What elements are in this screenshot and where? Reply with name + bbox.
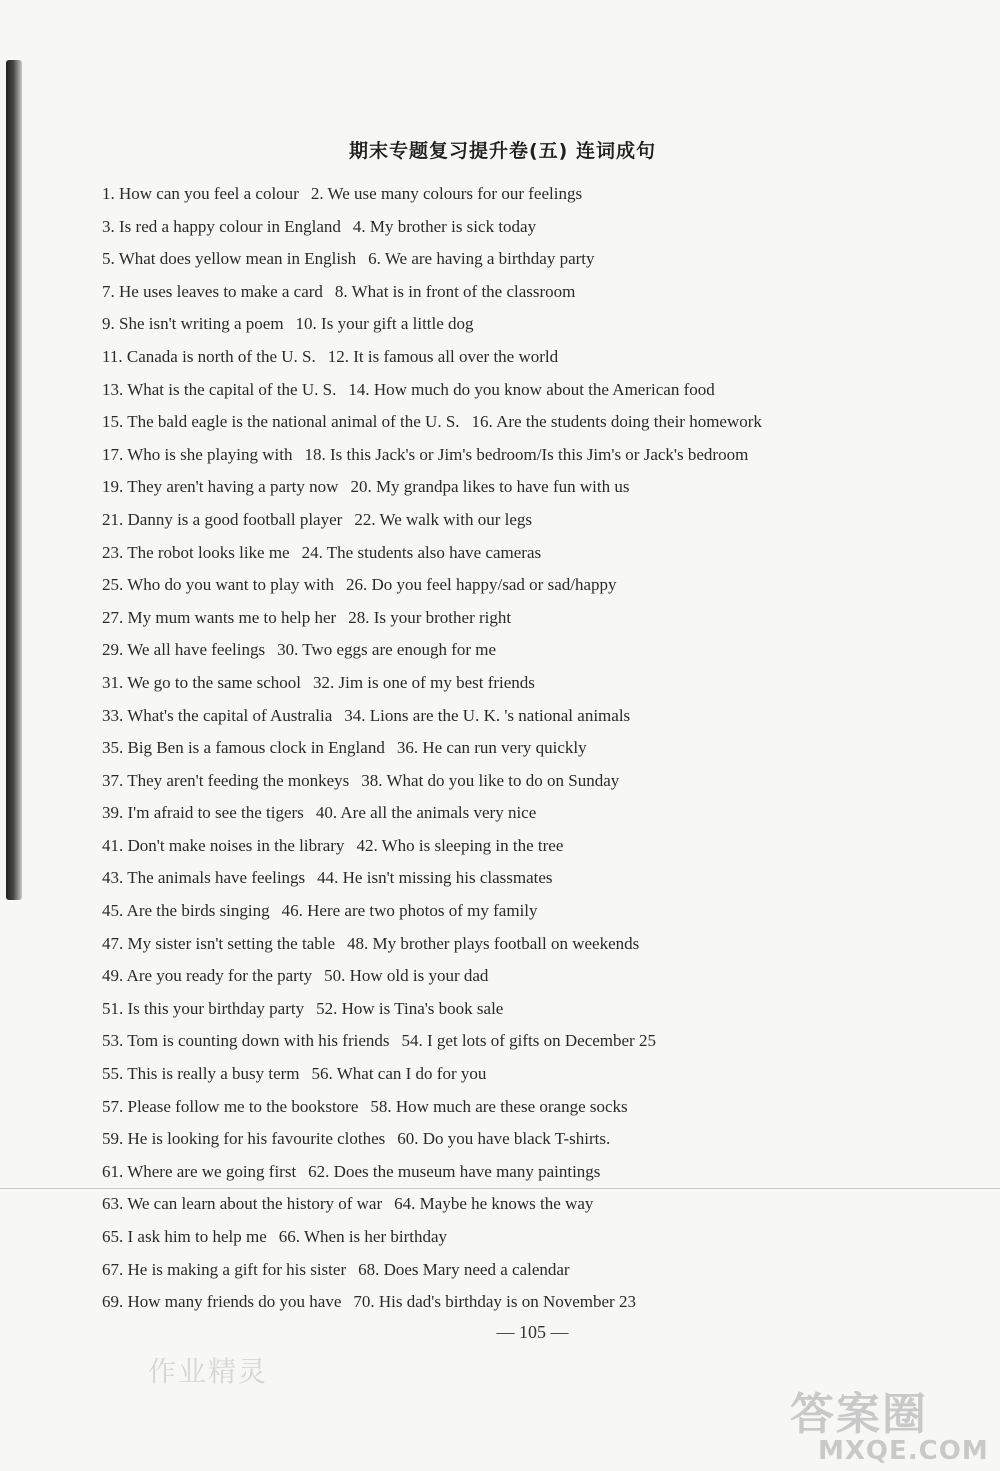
answer-item: 50. How old is your dad (324, 966, 489, 986)
answer-item: 46. Here are two photos of my family (281, 901, 538, 921)
answer-row (102, 311, 982, 344)
answer-item: 57. Please follow me to the bookstore (102, 1096, 359, 1116)
answer-row (102, 540, 982, 573)
answer-item: 9. She isn't writing a poem (102, 314, 284, 334)
answer-row (102, 1028, 982, 1061)
page-title: 期末专题复习提升卷(五) 连词成句 (349, 140, 656, 162)
answer-item: 35. Big Ben is a famous clock in England (102, 738, 385, 758)
answer-item: 51. Is this your birthday party (102, 998, 305, 1018)
answer-item: 65. I ask him to help me (102, 1227, 267, 1246)
page-number: — 105 — (496, 1322, 569, 1342)
answer-item: 54. I get lots of gifts on December 25 (401, 1031, 656, 1051)
answer-item: 36. He can run very quickly (396, 738, 587, 758)
answer-item: 47. My sister isn't setting the table (102, 933, 336, 953)
watermark-logo (790, 1378, 990, 1468)
answer-item: 55. This is really a busy term (102, 1064, 300, 1084)
answer-item: 21. Danny is a good football player (102, 509, 343, 529)
answer-item: 31. We go to the same school (102, 672, 301, 692)
answer-item: 34. Lions are the U. K. 's national animals (344, 705, 631, 725)
answer-item: 24. The students also have cameras (301, 542, 542, 562)
answer-item: 15. The bald eagle is the national animal of the U. S. (102, 412, 460, 432)
answer-item: 40. Are all the animals very nice (315, 803, 537, 823)
answer-item: 60. Do you have black T-shirts. (397, 1129, 611, 1149)
answer-item: 8. What is in front of the classroom (334, 281, 576, 301)
answer-item: 59. He is looking for his favourite clothes (102, 1129, 386, 1149)
answer-row (102, 637, 982, 670)
answer-row (102, 507, 982, 540)
answer-row (102, 996, 982, 1029)
answer-item: 49. Are you ready for the party (102, 966, 313, 986)
answer-row (102, 768, 982, 801)
answer-row (102, 474, 982, 507)
answer-item: 4. My brother is sick today (352, 216, 537, 236)
answer-item: 26. Do you feel happy/sad or sad/happy (346, 575, 617, 595)
answer-row (102, 1094, 982, 1127)
answer-row (102, 1061, 982, 1094)
answer-item: 11. Canada is north of the U. S. (102, 346, 316, 366)
answer-row (102, 246, 982, 279)
answer-row (102, 735, 982, 768)
answer-item: 10. Is your gift a little dog (295, 314, 474, 334)
answer-item: 62. Does the museum have many paintings (308, 1161, 601, 1181)
answer-row (102, 898, 982, 931)
answer-item: 68. Does Mary need a calendar (358, 1259, 570, 1279)
answer-row (102, 214, 982, 247)
answer-row (102, 442, 982, 475)
answer-item: 56. What can I do for you (311, 1064, 487, 1084)
answer-item: 38. What do you like to do on Sunday (361, 770, 620, 790)
answer-item: 23. The robot looks like me (102, 542, 290, 562)
answer-item: 41. Don't make noises in the library (102, 835, 345, 855)
answer-item: 66. When is her birthday (278, 1227, 448, 1246)
answer-row (102, 377, 982, 410)
answer-list (102, 181, 982, 1322)
answer-item: 17. Who is she playing with (102, 444, 293, 464)
answer-row (102, 703, 982, 736)
answer-row (102, 1289, 982, 1322)
answer-item: 69. How many friends do you have (102, 1292, 342, 1312)
answer-item: 44. He isn't missing his classmates (317, 868, 553, 888)
answer-item: 33. What's the capital of Australia (102, 705, 333, 725)
answer-row (102, 181, 982, 214)
answer-item: 16. Are the students doing their homework (471, 412, 762, 432)
answer-row (102, 1159, 982, 1192)
answer-row (102, 279, 982, 312)
answer-item: 61. Where are we going first (102, 1161, 297, 1181)
answer-item: 42. Who is sleeping in the tree (356, 835, 564, 855)
answer-item: 13. What is the capital of the U. S. (102, 379, 337, 399)
answer-item: 39. I'm afraid to see the tigers (102, 803, 304, 823)
answer-item: 19. They aren't having a party now (102, 477, 339, 497)
watermark-logo-url: MXQE.COM (818, 1436, 989, 1466)
answer-row (102, 963, 982, 996)
answer-item: 58. How much are these orange socks (370, 1096, 628, 1116)
answer-row (102, 1126, 982, 1159)
answer-row (102, 409, 982, 442)
answer-item: 18. Is this Jack's or Jim's bedroom/Is this Jim's or Jack's bedroom (304, 444, 749, 464)
answer-item: 48. My brother plays football on weekends (347, 933, 640, 953)
answer-row (102, 931, 982, 964)
answer-row (102, 572, 982, 605)
answer-row (102, 344, 982, 377)
answer-item: 14. How much do you know about the American food (348, 379, 715, 399)
answer-item: 2. We use many colours for our feelings (310, 184, 583, 203)
answer-item: 45. Are the birds singing (102, 901, 270, 921)
binding-edge (6, 60, 22, 900)
answer-item: 70. His dad's birthday is on November 23 (353, 1292, 636, 1312)
answer-item: 29. We all have feelings (102, 640, 266, 660)
answer-item: 27. My mum wants me to help her (102, 607, 337, 627)
answer-item: 43. The animals have feelings (102, 868, 306, 888)
answer-row (102, 1257, 982, 1290)
answer-row (102, 1224, 982, 1257)
answer-item: 22. We walk with our legs (354, 509, 533, 529)
answer-item: 53. Tom is counting down with his friends (102, 1031, 390, 1051)
answer-item: 7. He uses leaves to make a card (102, 281, 323, 301)
answer-item: 52. How is Tina's book sale (316, 998, 504, 1018)
answer-row (102, 1191, 982, 1224)
answer-item: 64. Maybe he knows the way (394, 1194, 594, 1214)
answer-item: 6. We are having a birthday party (368, 249, 595, 269)
answer-item: 25. Who do you want to play with (102, 575, 334, 595)
watermark-logo-text: 答案圈 (790, 1389, 928, 1440)
answer-item: 63. We can learn about the history of war (102, 1194, 383, 1214)
answer-item: 30. Two eggs are enough for me (277, 640, 497, 660)
watermark-text: 作业精灵 (148, 1355, 269, 1388)
answer-item: 28. Is your brother right (348, 607, 512, 627)
answer-item: 20. My grandpa likes to have fun with us (350, 477, 630, 497)
answer-item: 32. Jim is one of my best friends (312, 672, 535, 692)
answer-row (102, 800, 982, 833)
answer-row (102, 833, 982, 866)
answer-row (102, 605, 982, 638)
answer-row (102, 670, 982, 703)
answer-row (102, 865, 982, 898)
answer-item: 67. He is making a gift for his sister (102, 1259, 347, 1279)
answer-item: 37. They aren't feeding the monkeys (102, 770, 350, 790)
answer-item: 12. It is famous all over the world (327, 346, 559, 366)
answer-item: 3. Is red a happy colour in England (102, 216, 341, 236)
answer-item: 1. How can you feel a colour (102, 184, 299, 203)
answer-item: 5. What does yellow mean in English (102, 249, 357, 269)
